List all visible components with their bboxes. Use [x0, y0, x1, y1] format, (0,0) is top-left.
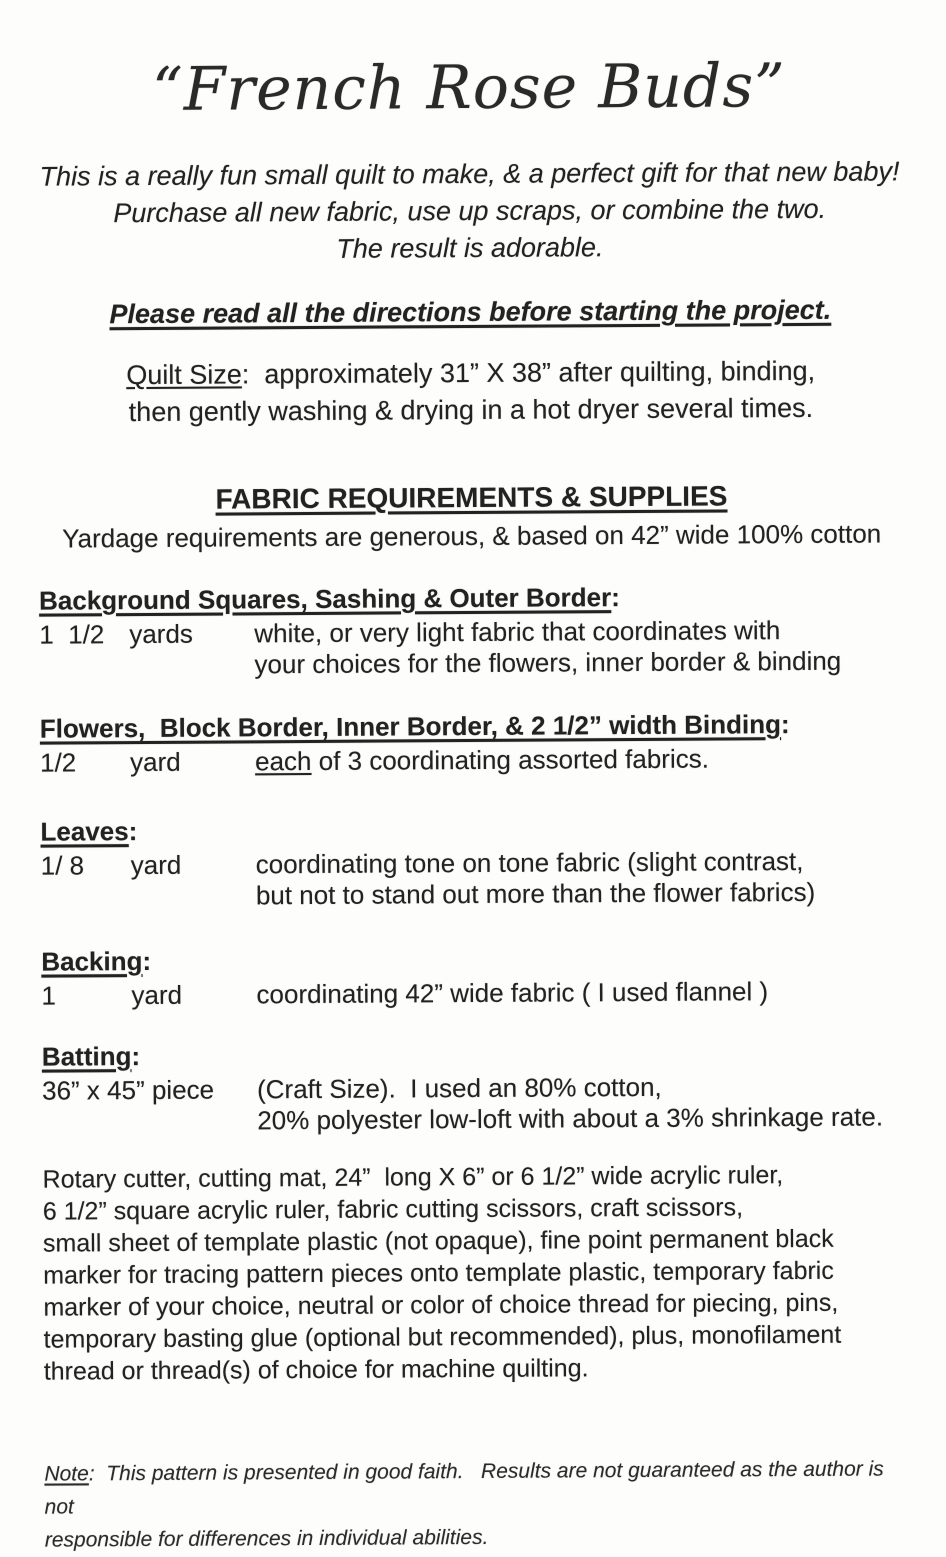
- read-directions-notice: [37, 292, 903, 331]
- page-title: [36, 45, 902, 130]
- section-heading-batting-colon: :: [131, 1041, 141, 1072]
- requirement-desc-line: white, or very light fabric that coordinates with: [254, 615, 781, 649]
- requirement-desc: [256, 845, 907, 911]
- supplies-line: thread or thread(s) of choice for machine quilting.: [43, 1354, 589, 1386]
- fabric-requirements-heading: [38, 478, 904, 517]
- requirement-desc-line: but not to stand out more than the flower fabrics): [255, 876, 816, 911]
- requirement-desc: [257, 1070, 908, 1136]
- quilt-size-line1: [38, 352, 904, 394]
- requirement-qty: 1/ 8: [40, 850, 85, 881]
- quilt-size-label: Quilt Size: [126, 359, 242, 391]
- section-heading-backing-text: Backing: [41, 946, 143, 977]
- quilt-size-block: [38, 352, 904, 431]
- supplies-line: Rotary cutter, cutting mat, 24” long X 6” or 6 1/2” wide acrylic ruler,: [42, 1161, 784, 1194]
- read-directions-notice-text: Please read all the directions before starting the project.: [109, 294, 832, 330]
- note-colon: :: [88, 1462, 95, 1486]
- supplies-line: marker for tracing pattern pieces onto template plastic, temporary fabric: [43, 1256, 834, 1290]
- requirement-unit: yard: [130, 849, 182, 881]
- intro-line: This is a really fun small quilt to make, & a perfect gift for that new baby!: [39, 156, 900, 192]
- requirement-desc-line: (Craft Size). I used an 80% cotton,: [256, 1071, 662, 1105]
- note-text: This pattern is presented in good faith. Results are not guaranteed as the author is not: [44, 1457, 890, 1519]
- section-heading-background-colon: :: [611, 582, 620, 613]
- section-heading-flowers-colon: :: [780, 709, 790, 740]
- fabric-requirements-heading-text: FABRIC REQUIREMENTS & SUPPLIES: [215, 480, 728, 515]
- requirement-unit: yard: [129, 746, 181, 778]
- section-heading-flowers: [40, 706, 906, 745]
- section-heading-background: [39, 578, 905, 617]
- section-heading-leaves-colon: :: [128, 816, 138, 847]
- disclaimer-line1: [44, 1452, 910, 1523]
- requirement-desc-line: your choices for the flowers, inner border & binding: [254, 645, 842, 680]
- note-label: Note: [44, 1462, 89, 1486]
- note-gap: [95, 1462, 107, 1485]
- requirement-row-background: [39, 614, 905, 681]
- quilt-size-line2: then gently washing & drying in a hot dryer several times.: [128, 392, 814, 428]
- section-heading-leaves: [40, 809, 906, 848]
- requirement-row-backing: [41, 975, 907, 1011]
- requirement-desc-line: of 3 coordinating assorted fabrics.: [311, 743, 709, 776]
- requirement-desc-underlined: each: [254, 745, 312, 777]
- requirement-desc: [255, 742, 906, 777]
- requirement-qty: 1/2: [39, 747, 77, 778]
- requirement-row-leaves: [41, 845, 907, 912]
- intro-line: The result is adorable.: [336, 232, 604, 264]
- requirement-unit: yards: [129, 618, 193, 650]
- requirement-desc: [256, 975, 907, 1010]
- section-heading-flowers-text: Flowers, Block Border, Inner Border, & 2 1/2” width Binding: [39, 709, 782, 744]
- supplies-line: small sheet of template plastic (not opaque), fine point permanent black: [42, 1224, 834, 1258]
- supplies-line: 6 1/2” square acrylic ruler, fabric cutting scissors, craft scissors,: [42, 1193, 744, 1226]
- disclaimer-note: [44, 1452, 911, 1556]
- section-heading-leaves-text: Leaves: [40, 816, 129, 847]
- section-heading-batting-text: Batting: [41, 1041, 132, 1072]
- supplies-line: temporary basting glue (optional but recommended), plus, monofilament: [43, 1320, 842, 1354]
- section-heading-backing-colon: :: [142, 945, 152, 977]
- requirement-desc-line: coordinating 42” wide fabric ( I used flannel ): [256, 976, 769, 1010]
- intro-line: Purchase all new fabric, use up scraps, or combine the two.: [113, 193, 827, 229]
- requirement-qty: 1: [41, 980, 57, 1011]
- supplies-line: marker of your choice, neutral or color of choice thread for piecing, pins,: [43, 1288, 839, 1322]
- requirement-desc-line: 20% polyester low-loft with about a 3% shrinkage rate.: [257, 1101, 884, 1136]
- requirement-desc: [254, 614, 905, 680]
- requirement-desc-line: coordinating tone on tone fabric (slight contrast,: [255, 845, 804, 880]
- requirement-row-flowers: [40, 742, 906, 778]
- requirement-row-batting: [42, 1070, 908, 1137]
- page-title-text: “French Rose Buds”: [151, 51, 787, 125]
- requirement-qty: 1 1/2: [39, 619, 105, 650]
- section-heading-background-text: Background Squares, Sashing & Outer Border: [38, 582, 612, 616]
- intro-paragraph: [36, 153, 903, 269]
- quilt-size-value: : approximately 31” X 38” after quilting, binding,: [241, 355, 816, 390]
- requirement-unit: yard: [131, 979, 183, 1011]
- yardage-note: Yardage requirements are generous, & based on 42” wide 100% cotton: [62, 518, 882, 554]
- disclaimer-line2: responsible for differences in individual abilities.: [44, 1525, 489, 1552]
- section-heading-backing: [41, 939, 907, 978]
- requirement-qty: 36” x 45” piece: [41, 1074, 215, 1106]
- section-heading-batting: [42, 1034, 908, 1073]
- supplies-paragraph: [43, 1158, 910, 1387]
